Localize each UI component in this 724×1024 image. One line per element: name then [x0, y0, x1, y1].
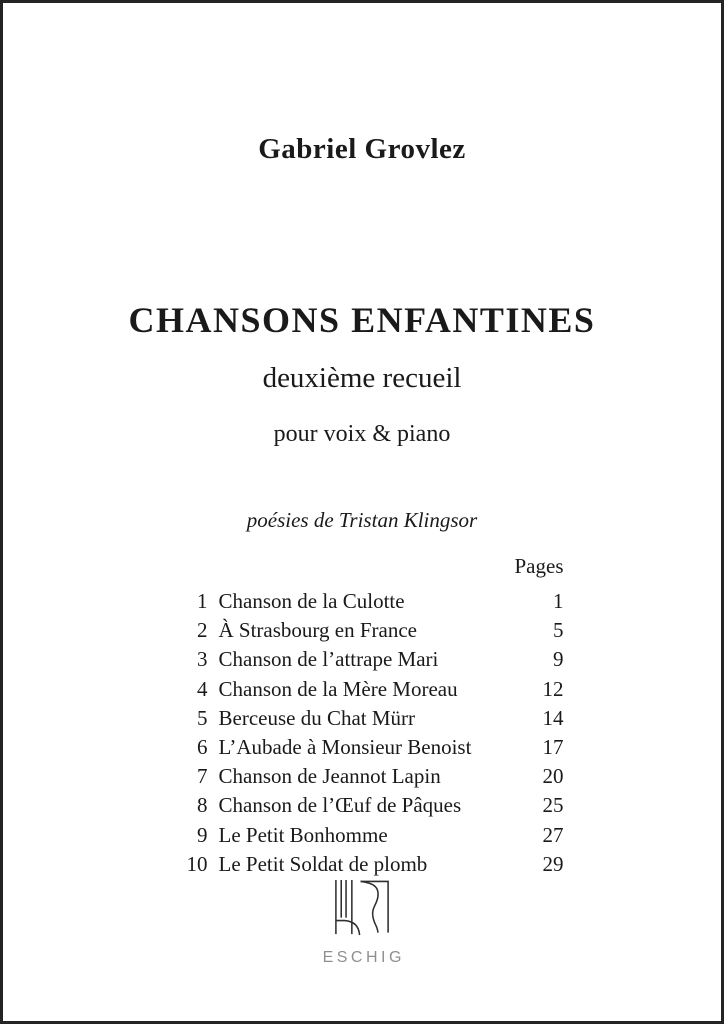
toc-item-title: L’Aubade à Monsieur Benoist	[218, 735, 472, 760]
toc-row	[161, 704, 564, 733]
pages-column-header: Pages	[514, 554, 564, 578]
title-block	[3, 299, 721, 448]
toc-item-number: 8	[197, 793, 208, 818]
toc-item-number: 7	[197, 764, 208, 789]
toc-row	[161, 850, 564, 879]
toc-item-title: Chanson de la Culotte	[218, 589, 405, 613]
toc-row	[161, 675, 564, 704]
toc-item-page: 25	[542, 793, 564, 818]
toc-row	[161, 762, 564, 791]
toc-item-page: 5	[553, 618, 564, 643]
toc-item-page: 29	[542, 851, 564, 876]
toc-row	[161, 821, 564, 850]
toc-item-title: Chanson de l’Œuf de Pâques	[218, 793, 462, 818]
toc-rows	[161, 587, 564, 879]
toc-item-page: 1	[553, 589, 564, 613]
toc-item-page: 17	[542, 735, 564, 760]
toc-item-number: 2	[197, 618, 208, 643]
toc-item-number: 10	[186, 851, 208, 876]
toc-item-page: 12	[542, 676, 564, 701]
toc-row	[161, 645, 564, 674]
toc-item-title: Le Petit Bonhomme	[218, 822, 388, 847]
toc-item-title: Chanson de Jeannot Lapin	[218, 764, 441, 789]
toc-item-page: 20	[542, 764, 564, 789]
toc-item-number: 5	[197, 705, 208, 730]
toc-item-number: 1	[197, 589, 208, 613]
publisher-block	[3, 877, 721, 967]
toc-item-title: Chanson de la Mère Moreau	[218, 676, 458, 701]
toc-item-number: 6	[197, 735, 208, 760]
toc-item-page: 27	[542, 822, 564, 847]
toc-row	[161, 587, 564, 616]
toc-row	[161, 733, 564, 762]
toc-item-number: 4	[197, 676, 208, 701]
work-title: CHANSONS ENFANTINES	[128, 300, 596, 340]
publisher-name: ESCHIG	[322, 949, 405, 966]
table-of-contents	[161, 552, 564, 879]
toc-row	[161, 616, 564, 645]
toc-item-page: 14	[542, 705, 564, 730]
instrumentation-line: pour voix & piano	[273, 421, 451, 447]
work-subtitle: deuxième recueil	[262, 362, 462, 394]
toc-item-title: À Strasbourg en France	[218, 618, 417, 643]
poet-credit: poésies de Tristan Klingsor	[246, 508, 478, 532]
toc-row	[161, 791, 564, 820]
toc-item-number: 3	[197, 647, 208, 672]
toc-item-title: Le Petit Soldat de plomb	[218, 851, 428, 876]
eschig-logo-icon	[333, 877, 391, 944]
toc-item-page: 9	[553, 647, 564, 672]
composer-name: Gabriel Grovlez	[258, 133, 466, 165]
toc-item-title: Berceuse du Chat Mürr	[218, 705, 416, 730]
toc-item-number: 9	[197, 822, 208, 847]
toc-item-title: Chanson de l’attrape Mari	[218, 647, 439, 672]
